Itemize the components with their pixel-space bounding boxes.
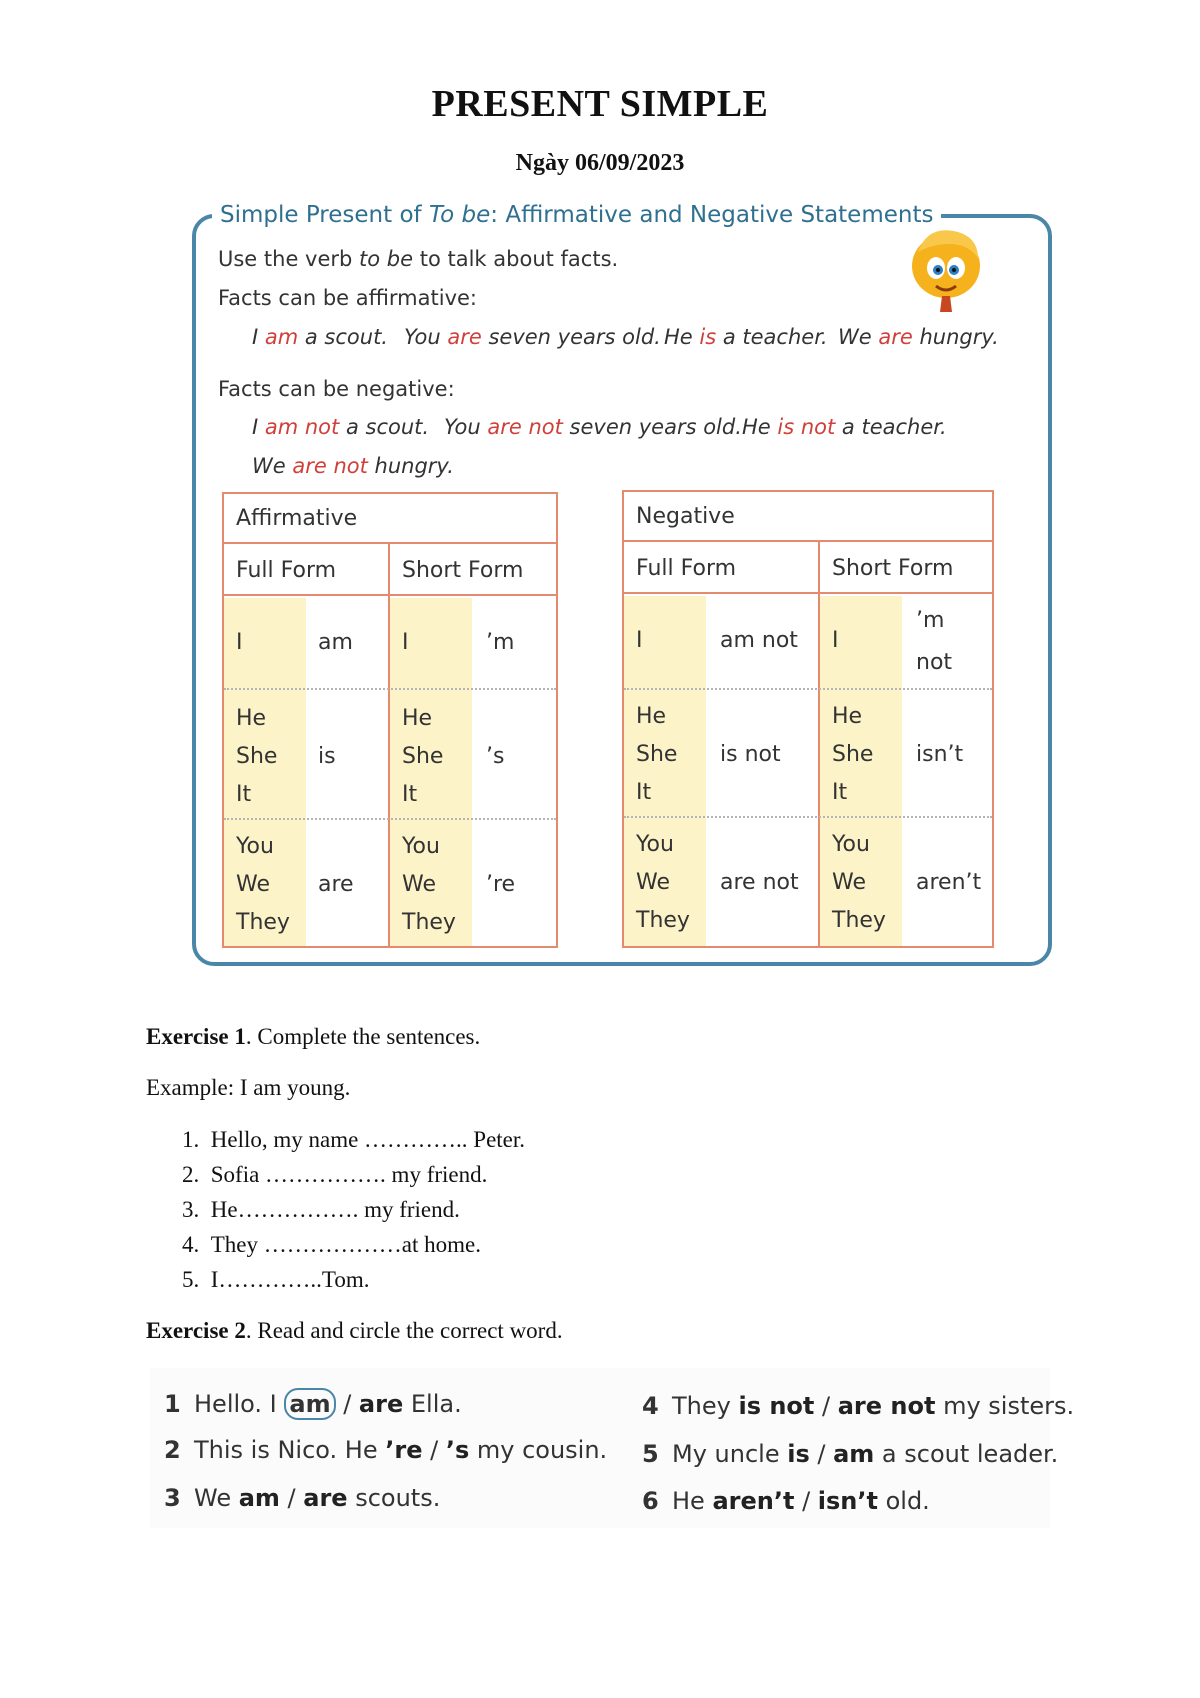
exercise2-item: 3 We am / are scouts. (164, 1484, 441, 1512)
exercise1-example: Example: I am young. (146, 1075, 351, 1100)
affirmative-intro: Facts can be affirmative: (218, 286, 477, 310)
affirmative-subject: She (236, 744, 278, 769)
exercise1-item: 4. They ………………at home. (182, 1232, 481, 1257)
negative-subject: I (832, 628, 839, 653)
affirmative-example: We are hungry. (838, 325, 999, 349)
affirmative-full-verb: are (318, 872, 354, 897)
negative-example: You are not seven years old. (444, 415, 742, 439)
negative-table (622, 490, 994, 948)
negative-full-verb: am not (720, 628, 798, 653)
affirmative-subject: It (402, 782, 418, 807)
negative-short-verb: ’m (916, 608, 945, 633)
negative-full-verb: are not (720, 870, 799, 895)
negative-short-verb: not (916, 650, 953, 675)
exercise2-heading: Exercise 2. Read and circle the correct word. (146, 1318, 563, 1343)
affirmative-table (222, 492, 558, 948)
affirmative-subject: She (402, 744, 444, 769)
negative-short-form-header: Short Form (820, 542, 994, 594)
affirmative-subject: I (236, 630, 243, 655)
affirmative-full-verb: is (318, 744, 336, 769)
affirmative-subject: He (402, 706, 433, 731)
affirmative-example: He is a teacher. (664, 325, 828, 349)
negative-subject: We (636, 870, 670, 895)
negative-full-form-header: Full Form (624, 542, 820, 594)
affirmative-full-form-header: Full Form (224, 544, 390, 596)
negative-subject: We (832, 870, 866, 895)
affirmative-example: You are seven years old. (404, 325, 661, 349)
negative-subject: She (832, 742, 874, 767)
affirmative-short-verb: ’re (486, 872, 516, 897)
negative-example: We are not hungry. (252, 454, 454, 478)
affirmative-subject: It (236, 782, 252, 807)
exercise2-item: 6 He aren’t / isn’t old. (642, 1487, 930, 1515)
affirmative-table-title: Affirmative (224, 494, 556, 544)
negative-subject: I (636, 628, 643, 653)
use-verb-line: Use the verb to be to talk about facts. (218, 247, 619, 271)
negative-subject: It (832, 780, 848, 805)
exercise1-item: 3. He……………. my friend. (182, 1197, 460, 1222)
negative-subject: They (832, 908, 886, 933)
negative-example: I am not a scout. (252, 415, 430, 439)
page-title: PRESENT SIMPLE (431, 83, 769, 125)
negative-subject: He (636, 704, 667, 729)
exercise2-item: 1 Hello. I am / are Ella. (164, 1390, 462, 1418)
negative-short-verb: isn’t (916, 742, 964, 767)
negative-short-verb: aren’t (916, 870, 982, 895)
affirmative-full-verb: am (318, 630, 353, 655)
mascot-illustration (898, 222, 990, 314)
exercise1-item: 5. I…………..Tom. (182, 1267, 370, 1292)
negative-subject: It (636, 780, 652, 805)
negative-subject: You (832, 832, 870, 857)
page-date: Ngày 06/09/2023 (515, 150, 685, 176)
exercise2-item: 2 This is Nico. He ’re / ’s my cousin. (164, 1436, 608, 1464)
negative-intro: Facts can be negative: (218, 377, 455, 401)
negative-subject: You (636, 832, 674, 857)
negative-example: He is not a teacher. (742, 415, 947, 439)
negative-subject: She (636, 742, 678, 767)
affirmative-subject: He (236, 706, 267, 731)
affirmative-subject: They (402, 910, 456, 935)
negative-subject: He (832, 704, 863, 729)
affirmative-subject: I (402, 630, 409, 655)
exercise1-item: 2. Sofia ……………. my friend. (182, 1162, 488, 1187)
negative-full-verb: is not (720, 742, 781, 767)
affirmative-example: I am a scout. (252, 325, 388, 349)
negative-subject: They (636, 908, 690, 933)
affirmative-subject: They (236, 910, 290, 935)
exercise1-heading: Exercise 1. Complete the sentences. (146, 1024, 481, 1049)
affirmative-short-form-header: Short Form (390, 544, 558, 596)
affirmative-subject: You (402, 834, 440, 859)
exercise1-item: 1. Hello, my name ………….. Peter. (182, 1127, 526, 1152)
affirmative-subject: We (402, 872, 436, 897)
exercise2-item: 5 My uncle is / am a scout leader. (642, 1440, 1059, 1468)
negative-table-title: Negative (624, 492, 992, 542)
affirmative-short-verb: ’s (486, 744, 505, 769)
affirmative-subject: We (236, 872, 270, 897)
grammar-heading: Simple Present of To be: Affirmative and Negative Statements (212, 202, 941, 228)
circled-answer: am (284, 1388, 335, 1420)
exercise2-item: 4 They is not / are not my sisters. (642, 1392, 1075, 1420)
affirmative-subject: You (236, 834, 274, 859)
affirmative-short-verb: ’m (486, 630, 515, 655)
